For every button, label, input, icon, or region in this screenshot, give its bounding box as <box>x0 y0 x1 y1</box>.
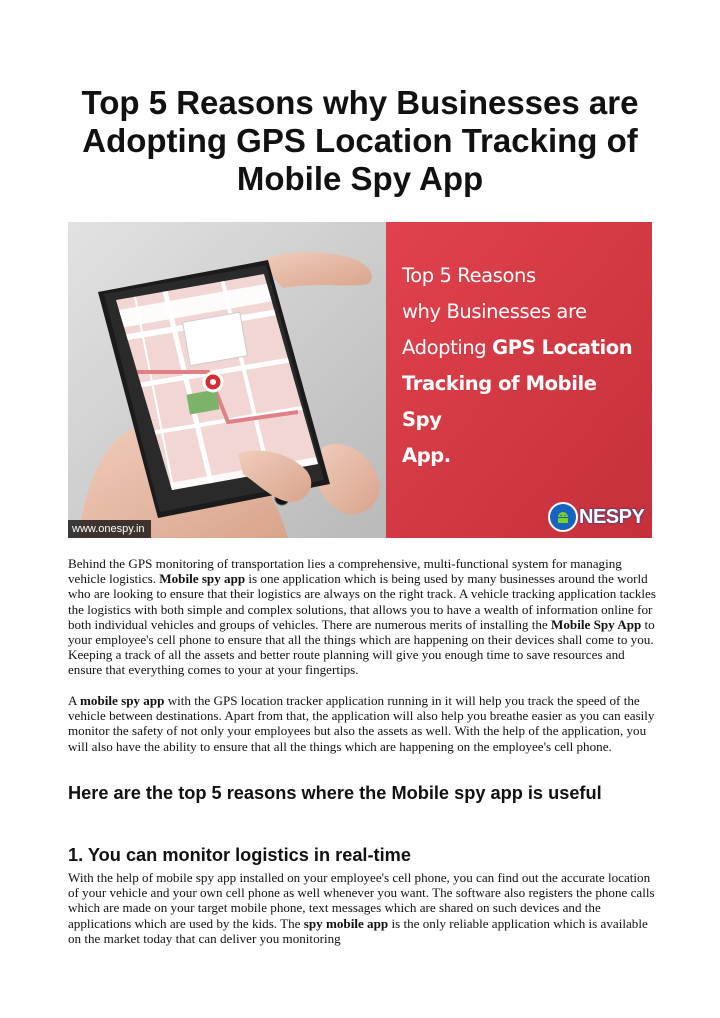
intro-p2-text-c: with the GPS location tracker application running in it will help you track the speed of the vehicle between destinations. Apart from that, the application will also help you breathe easier as you can easily monitor the safety of not only your employees but also the assets as well. With the help of the application, you will also have the ability to ensure that all the things which are happening on the employee's cell phone. <box>68 693 655 754</box>
hero-line-1: Top 5 Reasons <box>402 264 536 287</box>
hero-caption <box>402 258 642 474</box>
brand-name: NESPY <box>579 505 645 528</box>
intro-p1-text-e: to your employee's cell phone to ensure that all the things which are happening on their devices shall come to you. Keeping a track of all the assets and better route planning will give you enough time to save resources and ensure that everything comes to your at your fingertips. <box>68 616 655 678</box>
intro-p1-text-a: Behind the GPS monitoring of transportation lies a comprehensive, multi-functional system for managing vehicle logistics. <box>68 556 622 587</box>
website-label: www.onespy.in <box>68 520 151 538</box>
hero-line-4 <box>402 366 642 438</box>
section-heading: Here are the top 5 reasons where the Mobile spy app is useful <box>68 783 602 803</box>
intro-p2-bold: mobile spy app <box>80 693 165 708</box>
intro-p2-text-a: A <box>68 693 81 708</box>
hero-line-3 <box>402 330 642 366</box>
page-title: Top 5 Reasons why Businesses are Adopting GPS Location Tracking of Mobile Spy App <box>81 84 639 197</box>
reason-1-text-c: is the only reliable application which is available on the market today that can deliver you monitoring <box>68 915 648 946</box>
intro-paragraph-1 <box>68 556 658 678</box>
hero-line-3b: GPS Location <box>492 336 633 359</box>
hero-image <box>68 222 652 538</box>
reason-1-bold: spy mobile app <box>303 915 389 931</box>
hero-line-3a: Adopting <box>402 336 493 359</box>
intro-p1-bold-1: Mobile spy app <box>159 571 246 587</box>
hero-line-2: why Businesses are <box>402 300 587 323</box>
reason-1-paragraph <box>68 870 658 946</box>
reason-1-heading: 1. You can monitor logistics in real-time <box>68 845 411 865</box>
brand-logo <box>548 502 644 532</box>
hero-line-5-text: App. <box>402 444 451 467</box>
intro-p1-text-c: is one application which is being used by many businesses around the world who are looking to ensure that their logistics are always on the right track. A vehicle tracking application tackles the logistics with both simple and complex solutions, that allows you to have a wealth of information online for both individual vehicles and groups of vehicles. There are numerous merits of installing the <box>68 571 656 632</box>
intro-p1-bold-2: Mobile Spy App <box>551 616 642 632</box>
reason-1-text-a: With the help of mobile spy app installed on your employee's cell phone, you can find out the accurate location of your vehicle and your own cell phone as well whenever you want. The software also registers the phone calls which are made on your target mobile phone, text messages which are shared on such devices and the applications which are used by the kids. The <box>68 870 655 931</box>
android-icon <box>548 502 578 532</box>
hero-line-5 <box>402 438 642 474</box>
intro-paragraph-2 <box>68 693 658 754</box>
hero-line-4-text: Tracking of Mobile Spy <box>402 372 597 431</box>
